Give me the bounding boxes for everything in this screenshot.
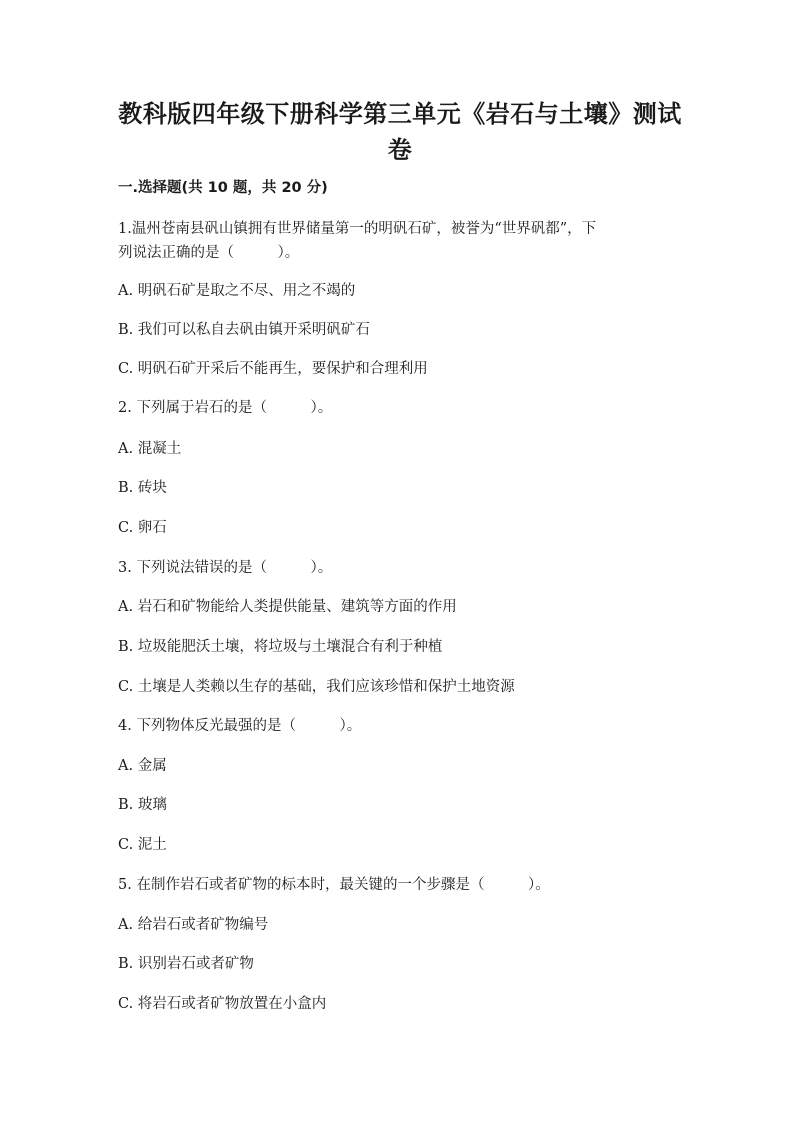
question-5-stem: 5. 在制作岩石或者矿物的标本时，最关键的一个步骤是（ ）。 <box>118 877 550 893</box>
question-3-option-c: C. 土壤是人类赖以生存的基础，我们应该珍惜和保护土地资源 <box>118 679 515 695</box>
question-4-stem: 4. 下列物体反光最强的是（ ）。 <box>118 718 362 734</box>
question-3-option-a: A. 岩石和矿物能给人类提供能量、建筑等方面的作用 <box>118 599 457 615</box>
question-3-option-b: B. 垃圾能肥沃土壤，将垃圾与土壤混合有利于种植 <box>118 639 443 655</box>
question-1-option-c: C. 明矾石矿开采后不能再生，要保护和合理利用 <box>118 361 428 377</box>
question-4-option-a: A. 金属 <box>118 758 167 774</box>
page-title: 教科版四年级下册科学第三单元《岩石与土壤》测试卷 <box>118 100 682 164</box>
question-5-option-a: A. 给岩石或者矿物编号 <box>118 917 269 933</box>
question-1-stem-line-1: 1.温州苍南县矾山镇拥有世界储量第一的明矾石矿，被誉为“世界矾都”，下 <box>118 221 597 237</box>
question-1-stem-line-2: 列说法正确的是（ ）。 <box>118 245 300 261</box>
question-2-stem: 2. 下列属于岩石的是（ ）。 <box>118 400 333 416</box>
question-2-option-b: B. 砖块 <box>118 480 167 496</box>
question-1-option-b: B. 我们可以私自去矾由镇开采明矾矿石 <box>118 322 370 338</box>
question-5-option-c: C. 将岩石或者矿物放置在小盒内 <box>118 996 327 1012</box>
section-heading: 一.选择题(共 10 题，共 20 分) <box>118 180 328 196</box>
question-4-option-b: B. 玻璃 <box>118 797 167 813</box>
question-5-option-b: B. 识别岩石或者矿物 <box>118 956 254 972</box>
question-3-stem: 3. 下列说法错误的是（ ）。 <box>118 560 333 576</box>
question-1-option-a: A. 明矾石矿是取之不尽、用之不竭的 <box>118 283 356 299</box>
question-2-option-c: C. 卵石 <box>118 520 167 536</box>
question-2-option-a: A. 混凝土 <box>118 441 182 457</box>
question-4-option-c: C. 泥土 <box>118 837 167 853</box>
